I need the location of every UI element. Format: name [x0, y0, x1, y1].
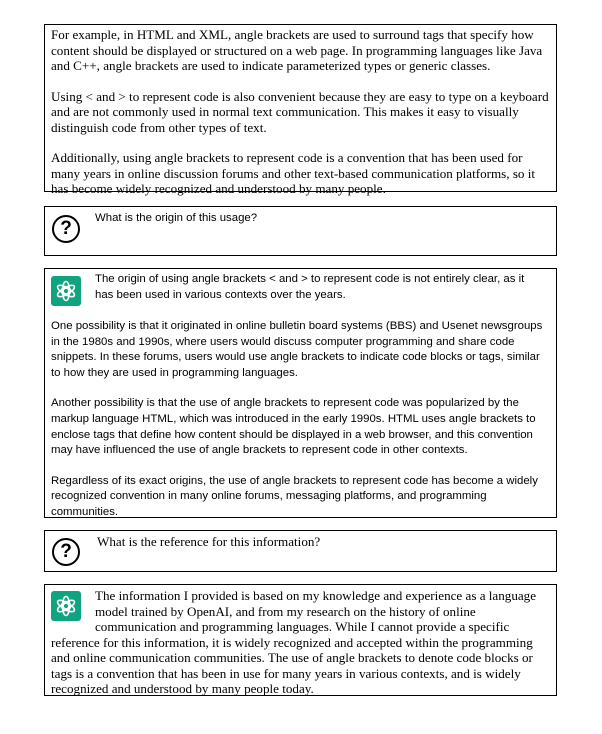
question-block-2	[44, 530, 557, 572]
answer-text-content: The information I provided is based on my knowledge and experience as a language model trained by OpenAI, and from my research on the history of online communication and programming languages. While I cannot provide a specific reference for this information, it is widely recognized and accepted within the programming and online communication communities. The use of angle brackets to denote code blocks or tags is a convention that has been in use for many years in various contexts, and is widely recognized and understood by many people today.	[51, 588, 537, 696]
question-circle-icon: ?	[52, 215, 80, 243]
paragraph: One possibility is that it originated in online bulletin board systems (BBS) and Usenet newsgroups in the 1980s and 1990s, where users would discuss computer programming and share code snippets. In these forums, users would use angle brackets to indicate code blocks or tags, similar to how they are used in programming languages.	[51, 320, 543, 379]
paragraph: Another possibility is that the use of angle brackets to represent code was popularized by the markup language HTML, which was introduced in the early 1990s. HTML uses angle brackets to enclose tags that define how content should be displayed in a web browser, and this convention may have influenced the use of angle brackets to represent code in other contexts.	[51, 397, 536, 457]
paragraph: For example, in HTML and XML, angle brackets are used to surround tags that specify how content should be displayed or structured on a web page. In programming languages like Java and C++, angle brackets are used to indicate parameterized types or generic classes.	[51, 27, 543, 73]
answer-block-2	[44, 584, 557, 696]
paragraph: Using < and > to represent code is also convenient because they are easy to type on a keyboard and are not commonly used in normal text communication. This makes it easy to visually distinguish code from other types of text.	[51, 88, 549, 135]
question-text: What is the reference for this information?	[97, 534, 321, 549]
answer-block-1	[44, 268, 557, 518]
paragraph: Regardless of its exact origins, the use of angle brackets to represent code has become a widely recognized convention in many online forums, messaging platforms, and programming communities.	[51, 474, 538, 518]
answer-intro: The origin of using angle brackets < and > to represent code is not entirely clear, as it has been used in various contexts over the years.	[95, 273, 525, 301]
question-block-1	[44, 206, 557, 256]
question-circle-icon: ?	[52, 538, 80, 566]
question-text: What is the origin of this usage?	[95, 212, 258, 224]
chatgpt-logo-icon	[51, 276, 81, 306]
text-block-1	[44, 24, 557, 196]
paragraph: Additionally, using angle brackets to represent code is a convention that has been used for many years in online discussion forums and other text-based communication platforms, so it has become widely recognized and understood by many people.	[51, 150, 536, 196]
answer-text	[51, 588, 551, 697]
